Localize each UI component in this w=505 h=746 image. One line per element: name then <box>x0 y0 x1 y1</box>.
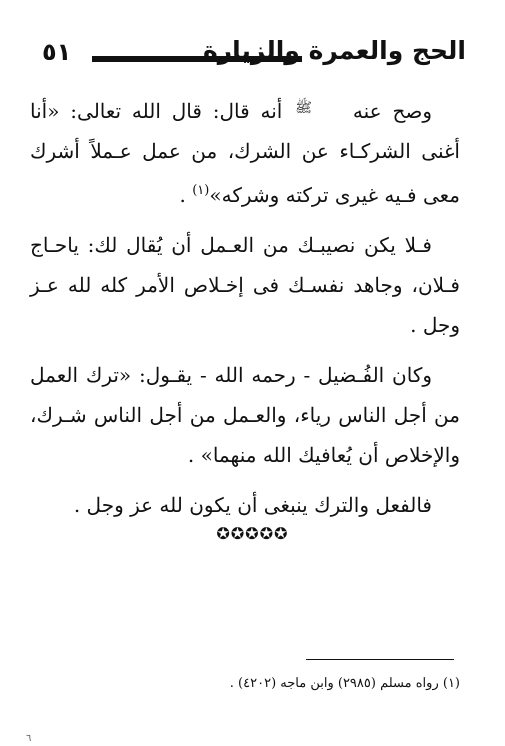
footnote: (١) رواه مسلم (٢٩٨٥) وابن ماجه (٤٢٠٢) . <box>229 676 460 691</box>
salawat-symbol: ﷺ <box>295 100 313 116</box>
paragraph-2: فـلا يكن نصيبـك من العـمل أن يُقال لك: ياحـاج فـلان، وجاهد نفسـك فى إخـلاص الأمر كله لله عـز وجل . <box>30 233 460 337</box>
body-text <box>30 88 460 525</box>
paragraph-1-intro: وصح عنه <box>352 99 432 123</box>
section-ornament: ✪✪✪✪✪ <box>216 524 289 543</box>
page-number: ٥١ <box>42 38 72 66</box>
paragraph-3: وكان الفُـضيل - رحمه الله - يقـول: «ترك العمل من أجل الناس رياء، والعـمل من أجل الناس شـرك، والإخلاص أن يُعافيك الله منهما» . <box>30 363 460 467</box>
paragraph-1 <box>30 88 460 215</box>
paragraph-1-text: أنه قال: قال الله تعالى: «أنا أغنى الشركـاء عن الشرك، من عمل عـملاً أشرك معى فـيه غيرى تركته وشركه» <box>30 99 460 207</box>
footnote-reference: (١) <box>192 183 210 198</box>
paragraph-1-end: . <box>179 183 193 207</box>
running-title: الحج والعمرة والزيارة <box>202 36 466 65</box>
paragraph-4: فالفعل والترك ينبغى أن يكون لله عز وجل . <box>73 493 432 517</box>
corner-mark: ٦ <box>26 733 32 744</box>
page-header <box>36 36 466 76</box>
footnote-rule <box>306 659 454 660</box>
